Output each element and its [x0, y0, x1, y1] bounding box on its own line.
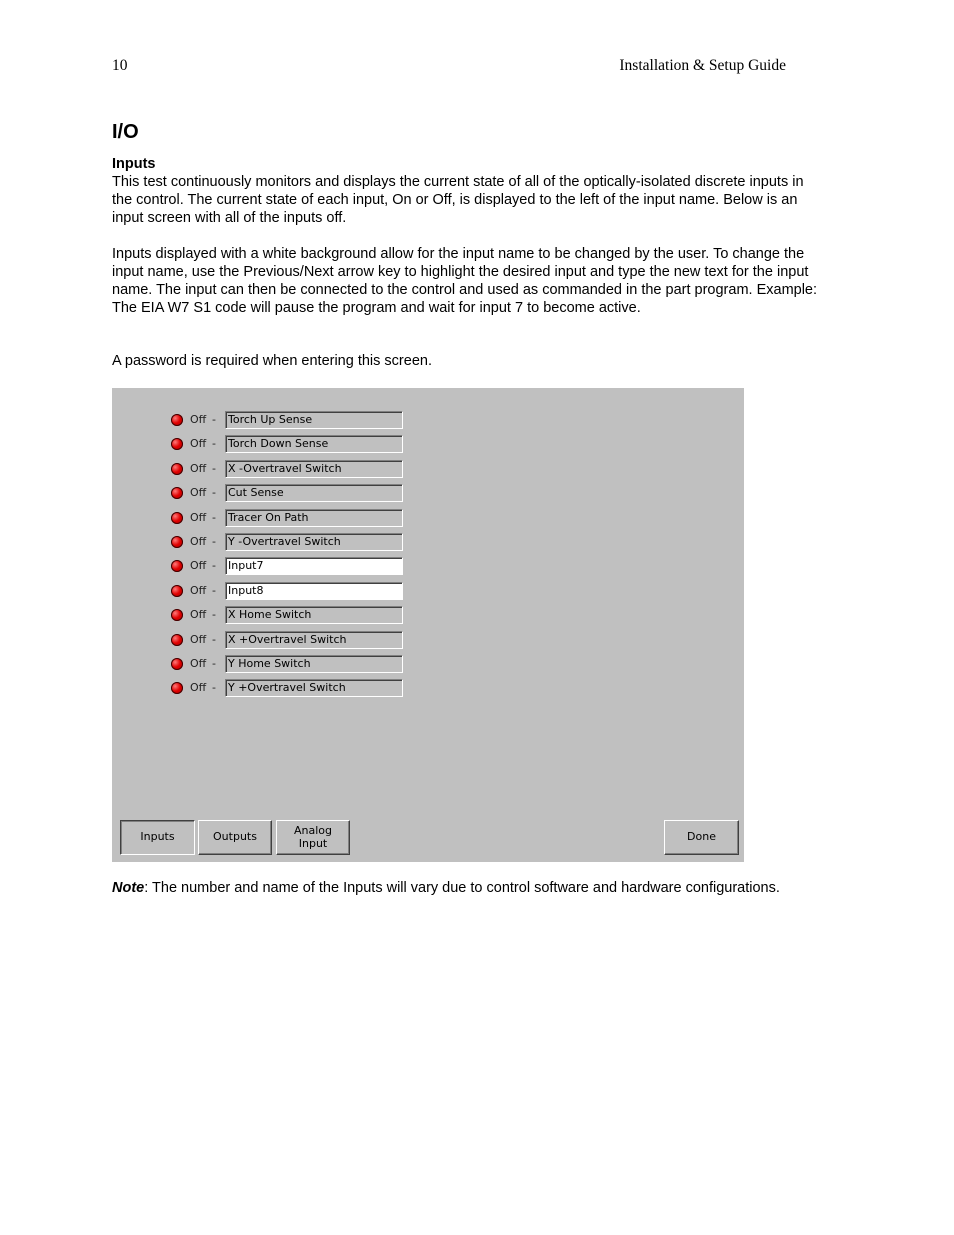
- input-name-field: Y Home Switch: [225, 655, 403, 673]
- input-name-field: Torch Up Sense: [225, 411, 403, 429]
- input-state: Off: [190, 632, 207, 646]
- input-name-field[interactable]: Input8: [225, 582, 403, 600]
- status-led-icon: [171, 560, 183, 572]
- input-name-field: Torch Down Sense: [225, 435, 403, 453]
- done-button[interactable]: Done: [664, 820, 739, 855]
- section-title: I/O: [112, 121, 139, 143]
- separator: -: [212, 461, 216, 475]
- input-state: Off: [190, 461, 207, 475]
- note-label: Note: [112, 880, 145, 896]
- input-state: Off: [190, 413, 207, 426]
- status-led-icon: [171, 487, 183, 499]
- input-state: Off: [190, 437, 207, 451]
- separator: -: [212, 559, 216, 573]
- input-name-field: Y -Overtravel Switch: [225, 533, 403, 551]
- status-led-icon: [171, 585, 183, 597]
- status-led-icon: [171, 609, 183, 621]
- input-name-field: X Home Switch: [225, 606, 403, 624]
- separator: -: [212, 413, 216, 426]
- note-text: : The number and name of the Inputs will vary due to control software and hardware configurations.: [144, 880, 780, 896]
- paragraph: A password is required when entering this screen.: [112, 353, 432, 369]
- analog-input-tab-button[interactable]: Analog Input: [276, 820, 350, 855]
- status-led-icon: [171, 536, 183, 548]
- separator: -: [212, 656, 216, 670]
- note: [112, 880, 812, 898]
- input-name-field: X +Overtravel Switch: [225, 631, 403, 649]
- status-led-icon: [171, 634, 183, 646]
- input-name-field: Tracer On Path: [225, 509, 403, 527]
- input-name-field: Cut Sense: [225, 484, 403, 502]
- separator: -: [212, 437, 216, 451]
- input-state: Off: [190, 681, 207, 695]
- io-inputs-screen: [112, 388, 744, 862]
- separator: -: [212, 583, 216, 597]
- subsection-title: Inputs: [112, 156, 156, 172]
- status-led-icon: [171, 512, 183, 524]
- input-state: Off: [190, 656, 207, 670]
- input-name-field: Y +Overtravel Switch: [225, 679, 403, 697]
- input-name-field: X -Overtravel Switch: [225, 460, 403, 478]
- inputs-tab-button[interactable]: Inputs: [120, 820, 195, 855]
- status-led-icon: [171, 682, 183, 694]
- status-led-icon: [171, 658, 183, 670]
- paragraph: This test continuously monitors and displays the current state of all of the optically-isolated discrete inputs in the control. The current state of each input, On or Off, is displayed to the left of the input name. Below is an input screen with all of the inputs off.: [112, 174, 804, 226]
- separator: -: [212, 681, 216, 695]
- separator: -: [212, 510, 216, 524]
- paragraph: Inputs displayed with a white background allow for the input name to be changed by the user. To change the input name, use the Previous/Next arrow key to highlight the desired input and type the new text for the input name. The input can then be connected to the control and used as commanded in the part program. Example: The EIA W7 S1 code will pause the program and wait for input 7 to become active.: [112, 246, 818, 316]
- input-state: Off: [190, 510, 207, 524]
- status-led-icon: [171, 414, 183, 426]
- separator: -: [212, 534, 216, 548]
- input-state: Off: [190, 583, 207, 597]
- input-name-field[interactable]: Input7: [225, 557, 403, 575]
- input-state: Off: [190, 608, 207, 622]
- status-led-icon: [171, 463, 183, 475]
- separator: -: [212, 632, 216, 646]
- input-state: Off: [190, 486, 207, 500]
- separator: -: [212, 608, 216, 622]
- running-header: Installation & Setup Guide: [619, 57, 786, 74]
- status-led-icon: [171, 438, 183, 450]
- outputs-tab-button[interactable]: Outputs: [198, 820, 272, 855]
- input-state: Off: [190, 534, 207, 548]
- input-state: Off: [190, 559, 207, 573]
- separator: -: [212, 486, 216, 500]
- page-number: 10: [112, 57, 128, 74]
